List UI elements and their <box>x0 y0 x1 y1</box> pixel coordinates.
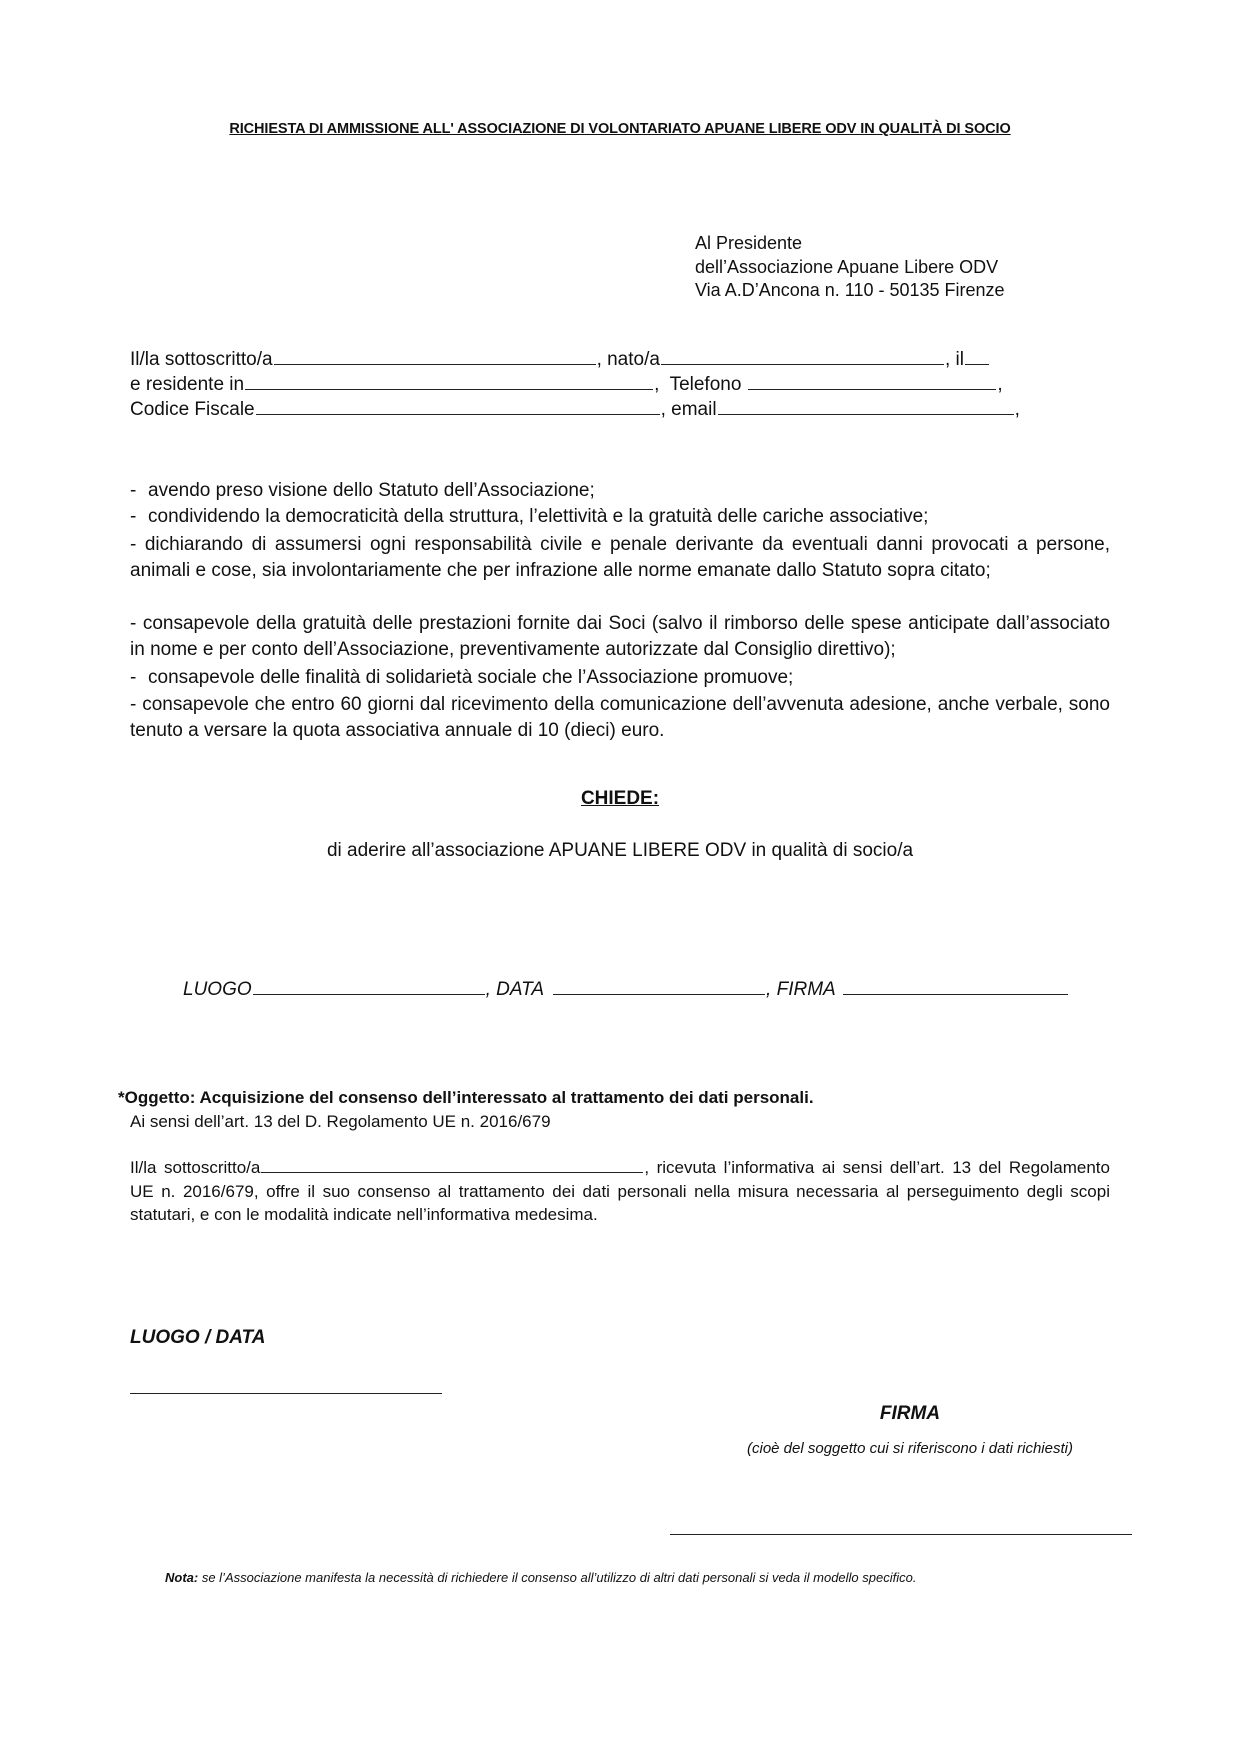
date-field[interactable] <box>553 978 765 995</box>
birthdate-label: , il <box>944 349 964 370</box>
signature-label: , FIRMA <box>766 979 836 1000</box>
applicant-row-2 <box>130 373 1035 396</box>
recipient-line-1: Al Presidente <box>695 233 803 253</box>
email-label: , email <box>660 399 717 420</box>
declaration-item: - dichiarando di assumersi ogni responsabilità civile e penale derivante da eventuali danni provocati a persone, animali e cose, sia involontariamente che per infrazione alle norme emanate dallo Statuto sopra citato; <box>130 534 1110 581</box>
dash-bullet: - <box>130 480 137 501</box>
request-text: di aderire all’associazione APUANE LIBERE ODV in qualità di socio/a <box>326 840 914 861</box>
recipient-address <box>695 232 1005 303</box>
declaration-item: - condividendo la democraticità della struttura, l’elettività e la gratuità delle cariche associative; <box>130 504 1110 530</box>
declaration-item: - consapevole della gratuità delle prestazioni fornite dai Soci (salvo il rimborso delle spese anticipate dall’associato in nome e per conto dell’Associazione, preventivamente autorizzate dal Consiglio direttivo); <box>130 613 1111 660</box>
footnote-label: Nota: <box>165 1570 199 1585</box>
birthplace-label: , nato/a <box>596 349 660 370</box>
tax-code-field[interactable] <box>256 398 660 415</box>
consent-signature-line[interactable] <box>670 1534 1132 1535</box>
residence-label: e residente in <box>130 374 245 395</box>
consent-signature-label: FIRMA <box>879 1403 941 1424</box>
declaration-item: - consapevole delle finalità di solidarietà sociale che l’Associazione promuove; <box>130 665 1110 691</box>
place-label: LUOGO <box>183 979 252 1000</box>
dash-bullet: - <box>130 667 137 688</box>
recipient-line-3: Via A.D’Ancona n. 110 - 50135 Firenze <box>695 280 1005 300</box>
email-field[interactable] <box>718 398 1014 415</box>
dash-bullet: - <box>130 694 137 715</box>
privacy-subject: *Oggetto: Acquisizione del consenso dell’interessato al trattamento dei dati personali. <box>118 1088 814 1107</box>
birthplace-field[interactable] <box>661 348 944 365</box>
tax-code-label: Codice Fiscale <box>130 399 255 420</box>
consent-label: Il/la sottoscritto/a <box>130 1158 261 1177</box>
place-date-line[interactable] <box>130 1393 442 1394</box>
footnote <box>165 1570 916 1585</box>
consent-name-field[interactable] <box>261 1159 643 1173</box>
declaration-item: - avendo preso visione dello Statuto dell’Associazione; <box>130 478 1110 504</box>
consent-text: , ricevuta l’informativa ai sensi dell’art. 13 del Regolamento UE n. 2016/679, offre il suo consenso al trattamento dei dati personali nella misura necessaria al perseguimento degli scopi statutari, e con le modalità indicate nell’informativa medesima. <box>130 1158 1110 1224</box>
applicant-row-3 <box>130 398 1035 421</box>
footnote-text: se l’Associazione manifesta la necessità di richiedere il consenso all’utilizzo di altri dati personali si veda il modello specifico. <box>198 1570 917 1585</box>
row3-comma: , <box>1014 399 1020 420</box>
dash-bullet: - <box>130 613 137 634</box>
birthdate-field[interactable] <box>965 348 989 365</box>
row2-comma: , <box>997 374 1003 395</box>
signature-row <box>183 978 1069 1001</box>
consent-signature-note: (cioè del soggetto cui si riferiscono i dati richiesti) <box>747 1440 1073 1457</box>
dash-bullet: - <box>130 506 137 527</box>
signature-field[interactable] <box>843 978 1068 995</box>
applicant-row-1 <box>130 348 1035 371</box>
phone-field[interactable] <box>748 373 996 390</box>
consent-paragraph <box>130 1156 1110 1227</box>
name-field[interactable] <box>274 348 596 365</box>
document-title: RICHIESTA DI AMMISSIONE ALL' ASSOCIAZIONE DI VOLONTARIATO APUANE LIBERE ODV IN QUALITÀ DI SOCIO <box>229 121 1011 137</box>
date-label: , DATA <box>485 979 545 1000</box>
phone-label: , Telefono <box>654 374 742 395</box>
privacy-legal-basis: Ai sensi dell’art. 13 del D. Regolamento UE n. 2016/679 <box>130 1112 551 1131</box>
dash-bullet: - <box>130 534 137 555</box>
place-date-label: LUOGO / DATA <box>130 1327 266 1348</box>
declaration-item: - consapevole che entro 60 giorni dal ricevimento della comunicazione dell’avvenuta adesione, anche verbale, sono tenuto a versare la quota associativa annuale di 10 (dieci) euro. <box>130 694 1110 741</box>
request-heading: CHIEDE: <box>580 788 660 809</box>
recipient-line-2: dell’Associazione Apuane Libere ODV <box>695 256 999 277</box>
residence-field[interactable] <box>245 373 653 390</box>
place-field[interactable] <box>253 978 485 995</box>
name-label: Il/la sottoscritto/a <box>130 349 273 370</box>
